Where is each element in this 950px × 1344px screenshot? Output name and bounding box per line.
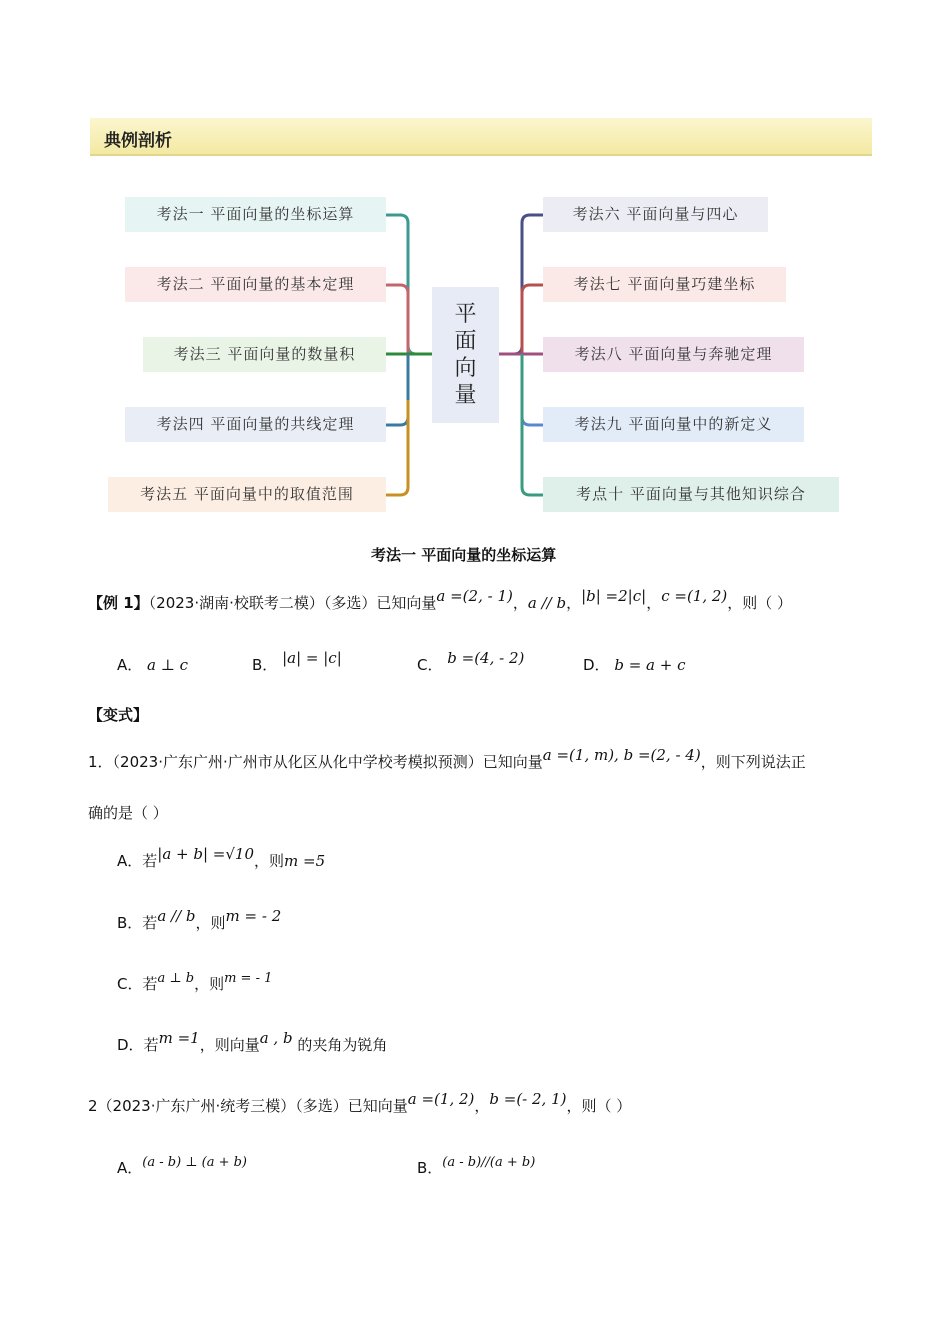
variant-q1-option-c[interactable] xyxy=(117,973,272,994)
option-key: A． xyxy=(117,656,143,674)
variant-q1-line2: 确的是（ ） xyxy=(88,804,168,822)
option-key: B． xyxy=(417,1159,443,1177)
option-pre: 若 xyxy=(142,975,158,993)
mindmap-node-right-8: 考法八 平面向量与奔驰定理 xyxy=(543,337,804,372)
option-key: B． xyxy=(252,656,278,674)
option-mid: ，则 xyxy=(254,852,285,870)
option-expr2: a , b xyxy=(259,1029,293,1047)
center-char-3: 向 xyxy=(454,356,477,381)
option-pre: 若 xyxy=(142,852,158,870)
option-key: C． xyxy=(117,975,143,993)
question-tail: ，则下列说法正 xyxy=(700,753,806,771)
option-mid: ，则向量 xyxy=(199,1036,260,1054)
mindmap-node-right-6: 考法六 平面向量与四心 xyxy=(543,197,768,232)
center-char-4: 量 xyxy=(454,383,477,408)
mindmap-node-left-3: 考法三 平面向量的数量积 xyxy=(143,337,386,372)
mindmap-node-left-4: 考法四 平面向量的共线定理 xyxy=(125,407,386,442)
connector-left-5 xyxy=(386,400,408,495)
option-expr: a ⊥ c xyxy=(147,656,189,674)
option-post: 的夹角为锐角 xyxy=(297,1036,388,1054)
example-1-parallel: a // b xyxy=(527,594,567,612)
option-mid: ，则 xyxy=(195,914,226,932)
comma: ， xyxy=(646,594,662,612)
question-text: （2023·广东广州·广州市从化区从化中学校考模拟预测）已知向量 xyxy=(112,753,543,771)
option-expr: (a - b)//(a + b) xyxy=(442,1155,536,1170)
mindmap-node-right-10: 考点十 平面向量与其他知识综合 xyxy=(543,477,839,512)
example-1-option-c[interactable] xyxy=(417,649,525,675)
mindmap-node-right-7: 考法七 平面向量巧建坐标 xyxy=(543,267,786,302)
variant-q1-option-a[interactable] xyxy=(117,845,326,871)
option-expr: a ⊥ b xyxy=(157,971,195,986)
example-1-option-b[interactable] xyxy=(252,649,342,675)
mindmap-node-left-1: 考法一 平面向量的坐标运算 xyxy=(125,197,386,232)
option-expr: b = a + c xyxy=(614,656,686,674)
option-expr2: m = - 1 xyxy=(224,971,273,986)
comma: ， xyxy=(474,1097,490,1115)
question-number: 1． xyxy=(88,753,113,771)
section-title: 考法一 平面向量的坐标运算 xyxy=(371,546,557,564)
variant-q1 xyxy=(88,746,806,772)
mindmap-node-right-9: 考法九 平面向量中的新定义 xyxy=(543,407,804,442)
option-key: D． xyxy=(117,1036,144,1054)
center-char-1: 平 xyxy=(454,302,477,327)
variant-q2-option-b[interactable] xyxy=(417,1157,535,1178)
question-vector: a =(1, m), b =(2, - 4) xyxy=(542,746,701,764)
option-key: B． xyxy=(117,914,143,932)
option-expr: (a - b) ⊥ (a + b) xyxy=(142,1155,248,1170)
example-1-norm: |b| =2|c| xyxy=(581,587,647,605)
question-text: （2023·广东广州·统考三模）（多选）已知向量 xyxy=(97,1097,408,1115)
center-char-2: 面 xyxy=(454,329,477,354)
connector-right-2 xyxy=(522,285,543,354)
variant-label: 【变式】 xyxy=(88,706,149,724)
option-key: A． xyxy=(117,1159,143,1177)
connector-left-2 xyxy=(386,285,408,354)
banner-title: 典例剖析 xyxy=(104,131,172,151)
question-vector-a: a =(1, 2) xyxy=(407,1090,475,1108)
example-1-tail: ，则（ ） xyxy=(727,594,793,612)
example-1-option-a[interactable] xyxy=(117,654,188,675)
example-1-source: （2023·湖南·校联考二模）（多选）已知向量 xyxy=(148,594,437,612)
option-expr: |a + b| =√10 xyxy=(157,845,255,863)
mindmap-center-node xyxy=(432,287,499,423)
comma: ， xyxy=(512,594,528,612)
option-expr2: m =5 xyxy=(284,852,326,870)
example-1-vec-a: a =(2, - 1) xyxy=(436,587,513,605)
variant-q2 xyxy=(88,1090,632,1116)
option-expr: b =(4, - 2) xyxy=(447,649,525,667)
option-pre: 若 xyxy=(143,1036,159,1054)
option-mid: ，则 xyxy=(194,975,225,993)
example-1-label: 【例 1】 xyxy=(88,594,149,612)
question-vector-b: b =(- 2, 1) xyxy=(489,1090,567,1108)
option-expr: m =1 xyxy=(158,1029,200,1047)
option-key: A． xyxy=(117,852,143,870)
example-1-option-d[interactable] xyxy=(583,654,686,675)
mindmap-node-left-2: 考法二 平面向量的基本定理 xyxy=(125,267,386,302)
variant-q2-option-a[interactable] xyxy=(117,1157,247,1178)
option-key: C． xyxy=(417,656,443,674)
option-pre: 若 xyxy=(142,914,158,932)
question-number: 2 xyxy=(88,1097,98,1115)
option-expr: |a| = |c| xyxy=(282,649,342,667)
connector-right-4 xyxy=(522,354,543,425)
example-1-question xyxy=(88,587,793,613)
mindmap-node-left-5: 考法五 平面向量中的取值范围 xyxy=(108,477,386,512)
option-expr2: m = - 2 xyxy=(225,907,282,925)
variant-q1-option-b[interactable] xyxy=(117,907,282,933)
connector-left-4 xyxy=(386,354,408,425)
option-expr: a // b xyxy=(157,907,196,925)
option-key: D． xyxy=(583,656,610,674)
variant-q1-option-d[interactable] xyxy=(117,1029,388,1055)
question-tail: ，则（ ） xyxy=(566,1097,632,1115)
comma: ， xyxy=(566,594,582,612)
example-1-vec-c: c =(1, 2) xyxy=(661,587,728,605)
